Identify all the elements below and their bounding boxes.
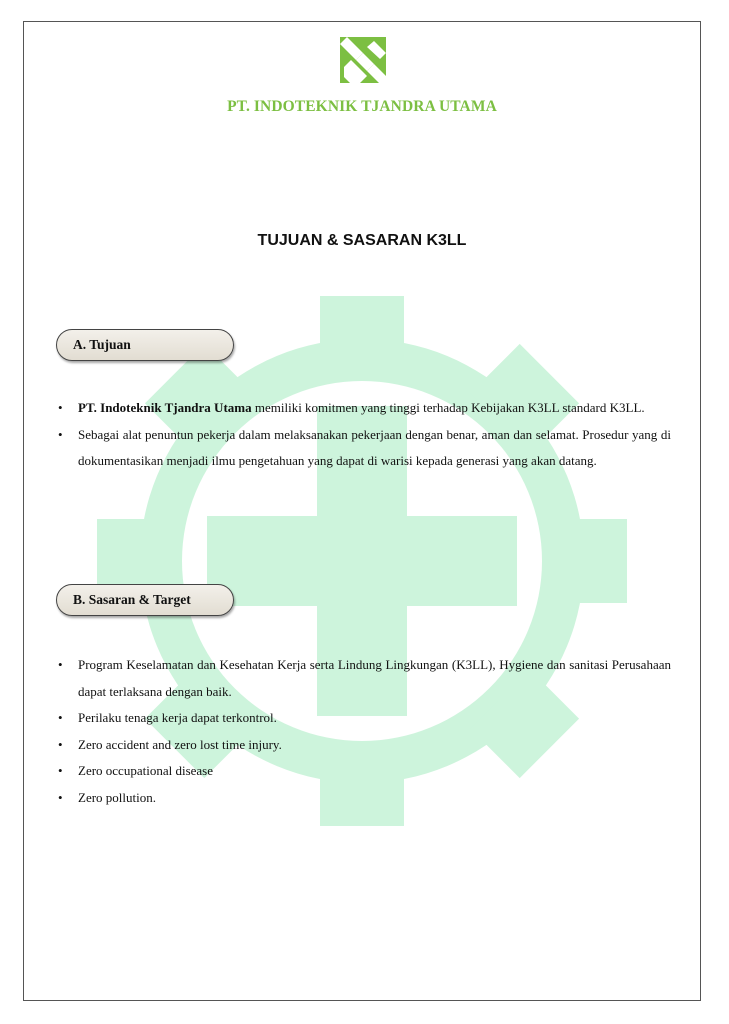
page-title: TUJUAN & SASARAN K3LL [257, 232, 467, 249]
document-page [23, 21, 701, 1001]
list-item [57, 395, 671, 422]
list-item [57, 422, 671, 475]
company-name-inline: PT. Indoteknik Tjandra Utama [78, 400, 252, 415]
bullet-icon: • [58, 426, 63, 442]
tujuan-list [57, 395, 671, 475]
company-name: PT. INDOTEKNIK TJANDRA UTAMA [227, 98, 497, 115]
list-item-text: memiliki komitmen yang tinggi terhadap Kebijakan K3LL standard K3LL. [251, 400, 645, 415]
list-item-text: Zero pollution. [78, 789, 156, 805]
bullet-icon: • [58, 763, 63, 778]
bullet-icon: • [58, 710, 63, 725]
bullet-icon: • [58, 400, 63, 415]
bullet-icon: • [58, 789, 63, 805]
list-item [57, 732, 671, 759]
list-item-text: Sebagai alat penuntun pekerja dalam melaksanakan pekerjaan dengan benar, aman dan selamat. Prosedur yang di dokumentasikan menjadi ilmu pengetahuan yang dapat di warisi kepada generasi yang akan datang. [78, 426, 671, 468]
list-item [57, 705, 671, 732]
list-item-text: Perilaku tenaga kerja dapat terkontrol. [78, 710, 277, 725]
list-item [57, 785, 671, 812]
section-heading-tujuan: A. Tujuan [56, 329, 234, 361]
company-logo-icon [340, 37, 386, 83]
list-item-text: Zero accident and zero lost time injury. [78, 736, 282, 752]
bullet-icon: • [58, 736, 63, 752]
sasaran-target-list [57, 652, 671, 811]
list-item-text: Program Keselamatan dan Kesehatan Kerja serta Lindung Lingkungan (K3LL), Hygiene dan sanitasi Perusahaan dapat terlaksana dengan baik. [78, 657, 671, 699]
list-item [57, 652, 671, 705]
list-item-text: Zero occupational disease [78, 763, 213, 778]
bullet-icon: • [58, 657, 63, 672]
section-heading-sasaran-target: B. Sasaran & Target [56, 584, 234, 616]
list-item [57, 758, 671, 785]
